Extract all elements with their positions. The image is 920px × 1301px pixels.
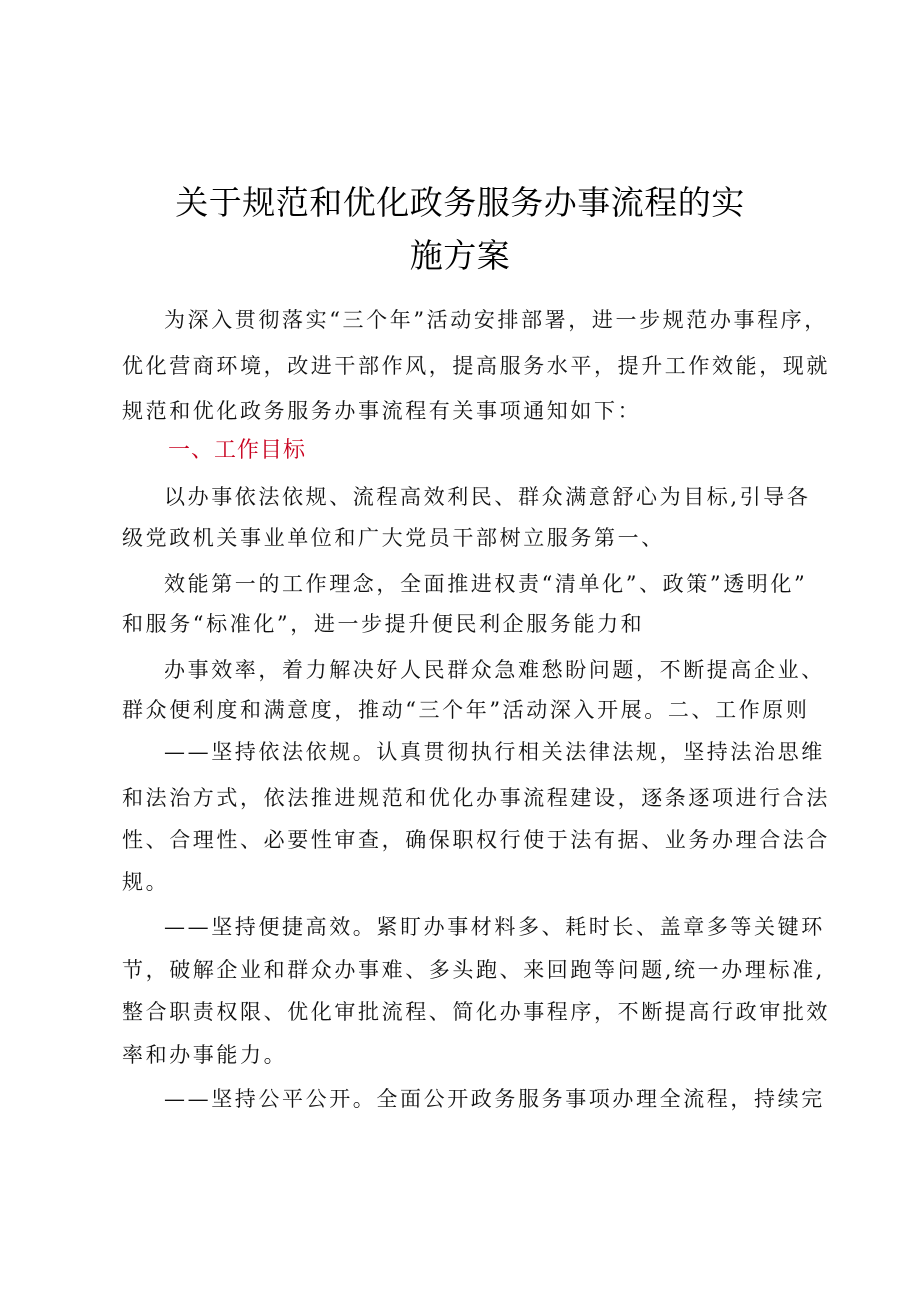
body-line-2: 优化营商环境，改进干部作风，提高服务水平，提升工作效能，现就 xyxy=(122,354,830,378)
document-title-line-1: 关于规范和优化政务服务办事流程的实 xyxy=(175,183,745,222)
body-line-18: ——坚持公平公开。全面公开政务服务事项办理全流程，持续完 xyxy=(164,1087,825,1111)
body-line-3: 规范和优化政务服务办事流程有关事项通知如下： xyxy=(122,399,642,423)
document-title-line-2: 施方案 xyxy=(409,236,511,275)
body-line-1: 为深入贯彻落实“三个年”活动安排部署，进一步规范办事程序， xyxy=(164,308,828,332)
body-line-12: 性、合理性、必要性审查，确保职权行使于法有据、业务办理合法合 xyxy=(122,828,830,852)
body-line-4: 以办事依法依规、流程高效利民、群众满意舒心为目标,引导各 xyxy=(164,485,811,509)
body-line-14: ——坚持便捷高效。紧盯办事材料多、耗时长、盖章多等关键环 xyxy=(164,915,825,939)
body-line-8: 办事效率，着力解决好人民群众急难愁盼问题，不断提高企业、 xyxy=(164,658,825,682)
body-line-13: 规。 xyxy=(122,870,170,894)
body-line-7: 和服务“标准化”，进一步提升便民利企服务能力和 xyxy=(122,612,645,636)
body-line-5: 级党政机关事业单位和广大党员干部树立服务第一、 xyxy=(122,526,665,550)
body-line-10: ——坚持依法依规。认真贯彻执行相关法律法规，坚持法治思维 xyxy=(164,740,825,764)
body-line-17: 率和办事能力。 xyxy=(122,1043,288,1067)
body-line-6: 效能第一的工作理念，全面推进权责“清单化”、政策”透明化” xyxy=(164,572,808,596)
body-line-16: 整合职责权限、优化审批流程、简化办事程序，不断提高行政审批效 xyxy=(122,1000,830,1024)
body-line-9: 群众便利度和满意度，推动“三个年”活动深入开展。二、工作原则 xyxy=(122,698,810,722)
body-line-15: 节，破解企业和群众办事难、多头跑、来回跑等问题,统一办理标准, xyxy=(122,958,825,982)
body-line-11: 和法治方式，依法推进规范和优化办事流程建设，逐条逐项进行合法 xyxy=(122,786,830,810)
section-heading-work-goals: 一、工作目标 xyxy=(168,438,307,463)
